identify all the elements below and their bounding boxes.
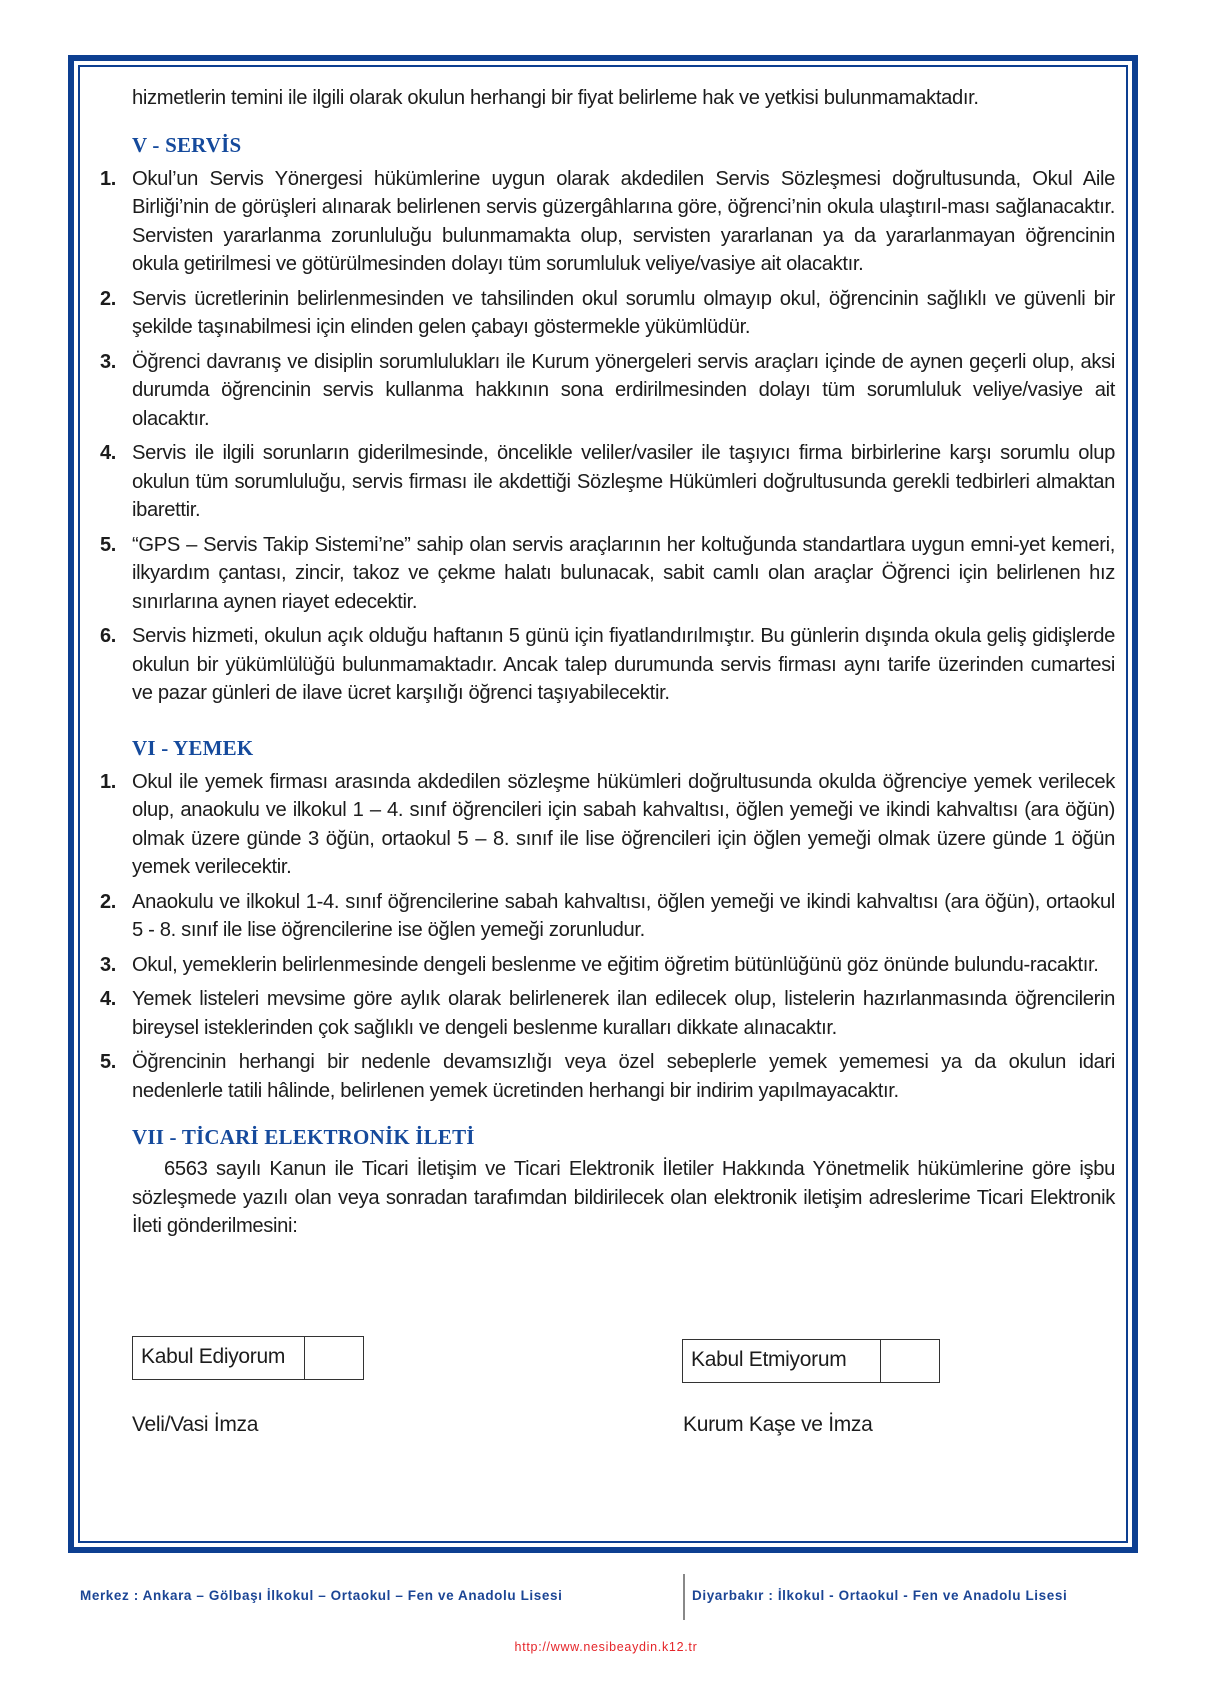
item-text: Öğrencinin herhangi bir nedenle devamsızlığı veya özel sebeplerle yemek yememesi ya da okulun idari nedenlerle tatili hâlinde, belirlenen yemek ücretinden herhangi bir indirim yapılmayacaktır. [132, 1051, 1115, 1102]
list-item [100, 165, 1115, 279]
item-number: 4. [100, 442, 116, 464]
footer-ankara-campus: Merkez : Ankara – Gölbaşı İlkokul – Ortaokul – Fen ve Anadolu Lisesi [80, 1588, 563, 1603]
item-number: 1. [100, 167, 116, 190]
item-text: Okul, yemeklerin belirlenmesinde dengeli beslenme ve eğitim öğretim bütünlüğünü göz önünde bulundu-racaktır. [132, 953, 1099, 976]
item-number: 6. [100, 625, 116, 647]
section-title-servis: V - SERVİS [132, 132, 242, 157]
item-text: Okul’un Servis Yönergesi hükümlerine uygun olarak akdedilen Servis Sözleşmesi doğrultusunda, Okul Aile Birliği’nin de görüşleri alınarak belirlenen servis güzergâhlarına göre, öğrenci’nin okula ulaştırıl-ması sağlanacaktır. Servisten yararlanma zorunluluğu bulunmamakta olup, servisten yararlanan ya da yararlanmayan öğrencinin okula getirilmesi ve götürülmesinden dolayı tüm sorumluluk veliye/vasiye ait olacaktır. [132, 167, 1115, 275]
item-number: 1. [100, 770, 116, 793]
item-text: Yemek listeleri mevsime göre aylık olarak belirlenerek ilan edilecek olup, listelerin hazırlanmasında öğrencilerin bireysel isteklerinden çok sağlıklı ve dengeli beslenme kuralları dikkate alınacaktır. [132, 988, 1115, 1039]
list-item [100, 439, 1115, 525]
yemek-list [100, 768, 1115, 1106]
footer-divider [683, 1574, 685, 1620]
item-number: 3. [100, 350, 116, 373]
accept-checkbox[interactable] [305, 1337, 363, 1379]
parent-signature-label: Veli/Vasi İmza [132, 1413, 259, 1436]
servis-list [100, 165, 1115, 708]
accept-label: Kabul Ediyorum [133, 1337, 305, 1379]
continued-paragraph: hizmetlerin temini ile ilgili olarak okulun herhangi bir fiyat belirleme hak ve yetkisi bulunmamaktadır. [132, 87, 979, 109]
item-number: 5. [100, 533, 116, 556]
item-number: 2. [100, 890, 116, 913]
footer-diyarbakir-campus: Diyarbakır : İlkokul - Ortaokul - Fen ve Anadolu Lisesi [692, 1588, 1068, 1603]
list-item [100, 985, 1115, 1042]
reject-checkbox[interactable] [881, 1340, 939, 1382]
item-text: Öğrenci davranış ve disiplin sorumlulukları ile Kurum yönergeleri servis araçları içinde de aynen geçerli olup, aksi durumda öğrencinin servis kullanma hakkının sona erdirilmesinden dolayı tüm sorumluluk veliye/vasiye ait olacaktır. [132, 350, 1115, 430]
footer [0, 1574, 1208, 1624]
reject-label: Kabul Etmiyorum [683, 1340, 881, 1382]
item-text: Servis ile ilgili sorunların giderilmesinde, öncelikle veliler/vasiler ile taşıyıcı firma birbirlerine karşı sorumlu olup okulun tüm sorumluluğu, servis firması ile akdettiği Sözleşme Hükümleri doğrultusunda gerekli tedbirleri almaktan ibarettir. [132, 442, 1115, 521]
institution-signature-label: Kurum Kaşe ve İmza [683, 1413, 873, 1436]
document-body [100, 84, 1115, 1241]
ticari-paragraph: 6563 sayılı Kanun ile Ticari İletişim ve Ticari Elektronik İletiler Hakkında Yönetmelik hükümlerine göre işbu sözleşmede yazılı olan veya sonradan tarafımdan bildirilecek olan elektronik iletişim adreslerime Ticari Elektronik İleti gönderilmesini: [132, 1158, 1115, 1237]
list-item [100, 768, 1115, 882]
item-number: 4. [100, 988, 116, 1010]
item-number: 5. [100, 1051, 116, 1073]
item-number: 3. [100, 953, 116, 976]
item-text: Servis ücretlerinin belirlenmesinden ve tahsilinden okul sorumlu olmayıp okul, öğrencinin sağlıklı ve güvenli bir şekilde taşınabilmesi için elinden gelen çabayı göstermekle yükümlüdür. [132, 287, 1115, 338]
accept-option[interactable] [132, 1336, 364, 1380]
list-item [100, 531, 1115, 617]
list-item [100, 888, 1115, 945]
item-text: Servis hizmeti, okulun açık olduğu haftanın 5 günü için fiyatlandırılmıştır. Bu günlerin dışında okula geliş gidişlerde okulun bir yükümlülüğü bulunmamaktadır. Ancak talep durumunda servis firması aynı tarife üzerinden cumartesi ve pazar günleri de ilave ücret karşılığı öğrenci taşıyabilecektir. [132, 625, 1115, 704]
list-item [100, 622, 1115, 708]
consent-row [0, 1336, 1208, 1386]
list-item [100, 1048, 1115, 1105]
list-item [100, 285, 1115, 342]
list-item [100, 951, 1115, 980]
item-text: “GPS – Servis Takip Sistemi’ne” sahip olan servis araçlarının her koltuğunda standartlara uygun emni-yet kemeri, ilkyardım çantası, zincir, takoz ve çekme halatı bulunacak, sabit camlı olan araçlar Öğrenci için belirlenen hız sınırlarına aynen riayet edecektir. [132, 533, 1115, 613]
reject-option[interactable] [682, 1339, 940, 1383]
list-item [100, 348, 1115, 434]
item-number: 2. [100, 287, 116, 310]
section-title-ticari-elektronik-ileti: VII - TİCARİ ELEKTRONİK İLETİ [132, 1125, 475, 1149]
item-text: Okul ile yemek firması arasında akdedilen sözleşme hükümleri doğrultusunda okulda öğrenciye yemek verilecek olup, anaokulu ve ilkokul 1 – 4. sınıf öğrencileri için sabah kahvaltısı, öğlen yemeği ve ikindi kahvaltısı (ara öğün) olmak üzere günde 3 öğün, ortaokul 5 – 8. sınıf ile lise öğrencileri için öğlen yemeği olmak üzere günde 1 öğün yemek verilecektir. [132, 770, 1115, 878]
section-title-yemek: VI - YEMEK [132, 735, 254, 760]
item-text: Anaokulu ve ilkokul 1-4. sınıf öğrencilerine sabah kahvaltısı, öğlen yemeği ve ikindi kahvaltısı (ara öğün), ortaokul 5 - 8. sınıf ile lise öğrencilerine ise öğlen yemeği zorunludur. [132, 890, 1115, 941]
website-link[interactable]: http://www.nesibeaydin.k12.tr [514, 1640, 698, 1654]
